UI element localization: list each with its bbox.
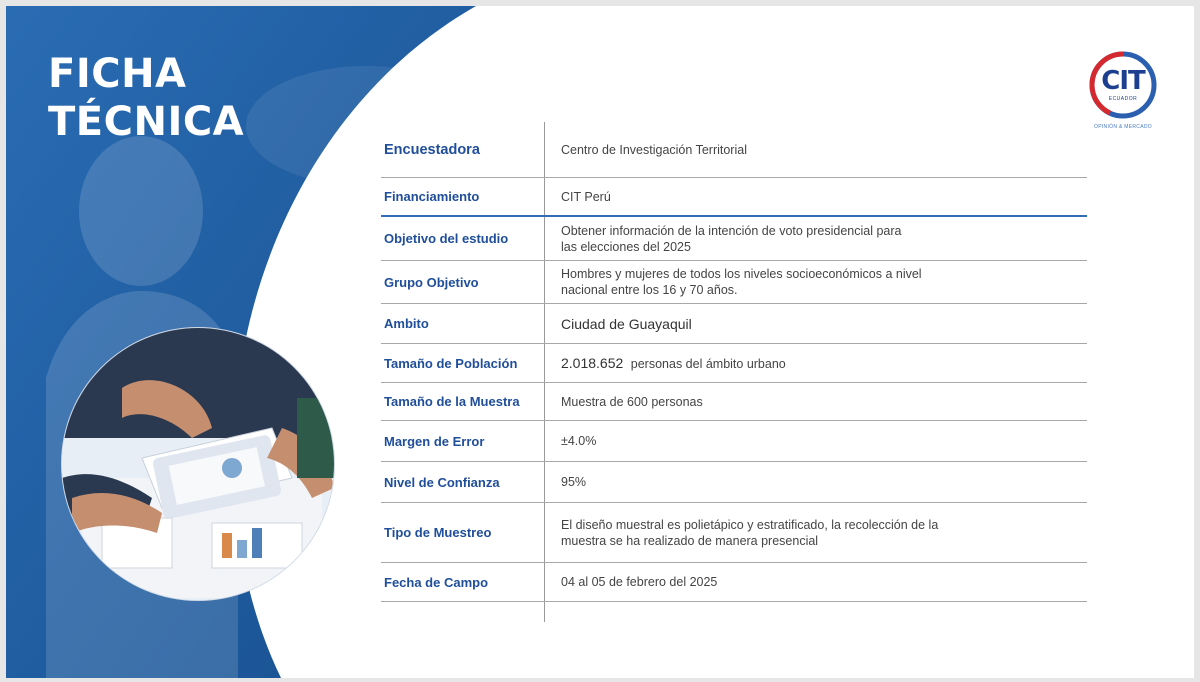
value-line-2: nacional entre los 16 y 70 años. [561,283,738,297]
row-label: Tipo de Muestreo [384,525,492,540]
row-label: Margen de Error [384,433,485,449]
logo-tagline: OPINIÓN & MERCADO [1094,124,1152,130]
row-value [544,266,1087,298]
table-row [381,217,1087,261]
row-value: Centro de Investigación Territorial [561,142,747,157]
row-value: Muestra de 600 personas [561,394,703,409]
value-line-1: Hombres y mujeres de todos los niveles socioeconómicos a nivel [561,267,922,281]
value-line-2: muestra se ha realizado de manera presencial [561,533,819,548]
cit-logo [1084,50,1162,130]
value-line-1: El diseño muestral es polietápico y estratificado, la recolección de la [561,517,939,532]
row-label: Ambito [384,316,429,331]
table-row [381,462,1087,503]
table-row [381,503,1087,563]
row-label: Financiamiento [384,189,480,204]
title-line-1: FICHA [48,51,187,97]
row-label: Nivel de Confianza [384,474,500,490]
logo-subtext: ECUADOR [1108,96,1138,102]
table-row [381,421,1087,462]
population-number: 2.018.652 [561,354,624,371]
row-value: 04 al 05 de febrero del 2025 [561,575,718,589]
row-label: Tamaño de la Muestra [384,394,520,409]
table-row [381,383,1087,421]
slide [6,6,1194,678]
row-value [544,223,1087,255]
table-row [381,122,1087,178]
row-value: ±4.0% [561,434,597,448]
row-label: Encuestadora [384,141,480,158]
page-title [48,50,244,146]
table-row [381,563,1087,602]
title-line-2: TÉCNICA [48,99,245,145]
population-text: personas del ámbito urbano [630,356,786,371]
row-label: Fecha de Campo [384,574,489,590]
logo-text: CIT [1101,66,1145,96]
row-value [544,517,1087,549]
table-row [381,304,1087,344]
row-label: Objetivo del estudio [384,231,509,246]
row-label: Grupo Objetivo [384,274,479,290]
table-row [381,344,1087,383]
row-label: Tamaño de Población [384,355,518,371]
row-value: 95% [561,475,587,489]
row-value: Ciudad de Guayaquil [561,315,692,332]
meeting-photo [62,328,334,600]
row-value: CIT Perú [561,189,611,204]
value-line-2: las elecciones del 2025 [561,239,691,254]
row-value [544,355,1087,372]
table-row [381,261,1087,304]
data-table [381,122,1087,602]
value-line-1: Obtener información de la intención de voto presidencial para [561,223,902,238]
table-row [381,178,1087,217]
